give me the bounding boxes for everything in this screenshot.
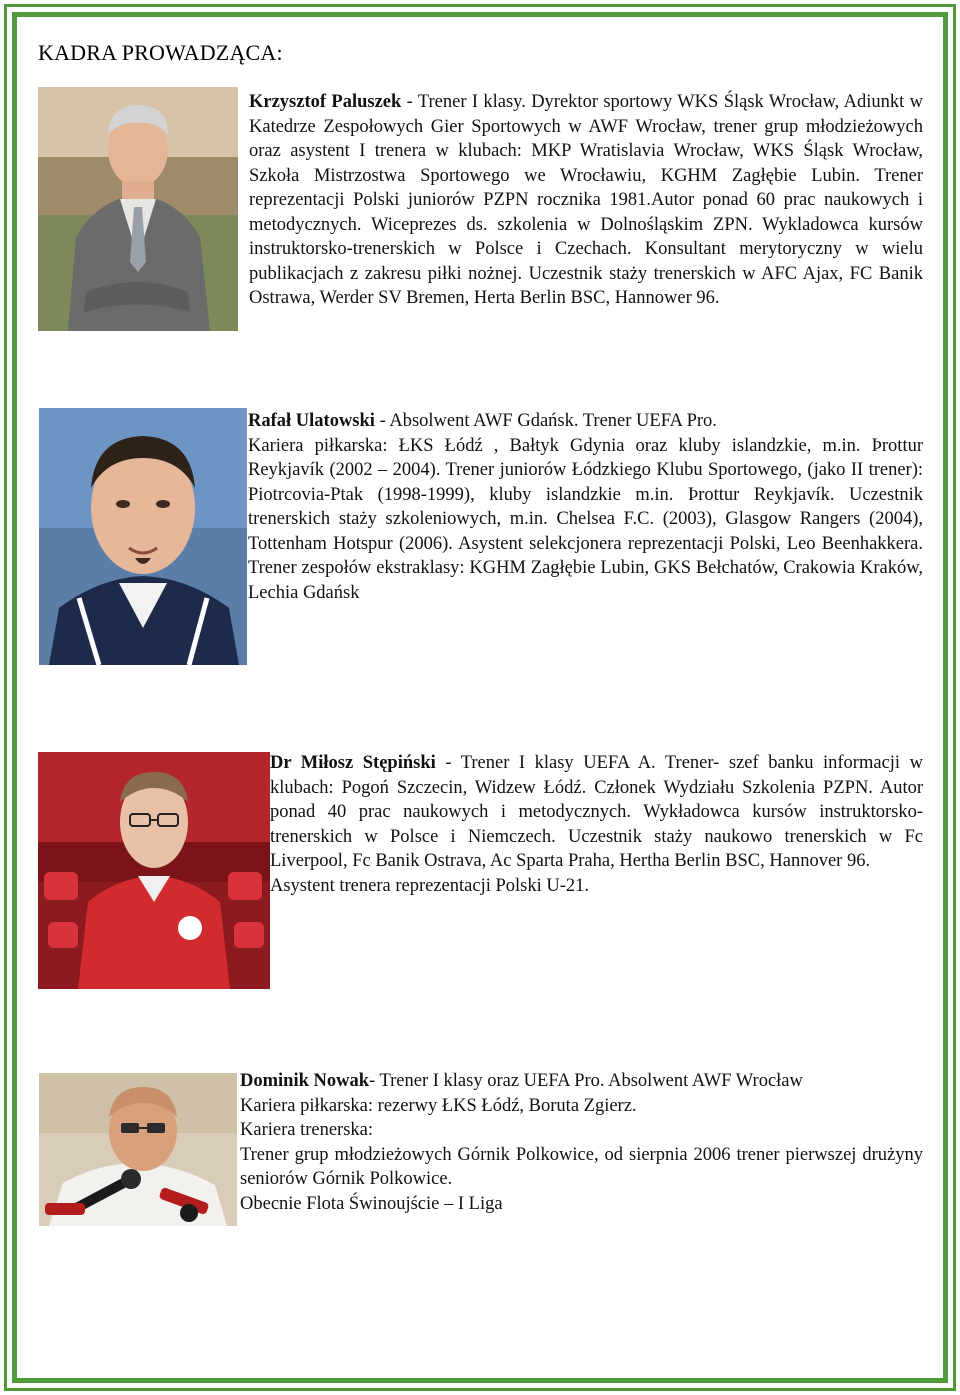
coach-description: - Absolwent AWF Gdańsk. Trener UEFA Pro. [374, 411, 717, 431]
coach-photo-paluszek [38, 87, 238, 331]
coach-description: Trener grup młodzieżowych Górnik Polkowice, od sierpnia 2006 trener pierwszej drużyny seniorów Górnik Polkowice. [240, 1144, 923, 1189]
coach-bio-paluszek [38, 90, 923, 331]
page-title: KADRA PROWADZĄCA: [38, 40, 283, 65]
coach-description: Asystent trenera reprezentacji Polski U-21. [270, 875, 590, 896]
coach-photo-nowak [39, 1073, 237, 1226]
coach-description: Kariera piłkarska: rezerwy ŁKS Łódź, Boruta Zgierz. [240, 1095, 637, 1116]
coach-bio-ulatowski [248, 409, 923, 605]
coach-name: Dominik Nowak [240, 1071, 370, 1091]
coach-name: Krzysztof Paluszek [249, 92, 402, 112]
coach-name: Rafał Ulatowski [248, 411, 375, 431]
coach-description: - Trener I klasy oraz UEFA Pro. Absolwent AWF Wrocław [369, 1071, 803, 1091]
coach-description: Kariera piłkarska: ŁKS Łódź , Bałtyk Gdynia oraz kluby islandzkie, m.in. Þrottur Reykjavík (2002 – 2004). Trener juniorów Łódzkiego Klubu Sportowego, (jako II trener): Piotrcovia-Ptak (1998-1999), kluby islandzkie m.in. Þrottur Reykjavík. Uczestnik trenerskich staży szkoleniowych, m.in. Chelsea F.C. (2003), Glasgow Rangers (2004), Tottenham Hotspur (2006). Asystent selekcjonera reprezentacji Polski, Leo Beenhakkera. Trener zespołów ekstraklasy: KGHM Zagłębie Lubin, GKS Bełchatów, Crakowia Kraków, Lechia Gdańsk [248, 435, 923, 603]
coach-bio-stepinski [270, 751, 923, 898]
coach-description: - Trener I klasy UEFA A. Trener- szef banku informacji w klubach: Pogoń Szczecin, Widzew Łódź. Członek Wydziału Szkolenia PZPN. Autor ponad 40 prac naukowych i metodycznych. Wykładowca kursów instruktorsko-trenerskich w Polsce i Niemczech. Uczestnik staży naukowo trenerskich w Fc Liverpool, Fc Banik Ostrava, Ac Sparta Praha, Hertha Berlin BSC, Hannover 96. [270, 753, 923, 871]
coach-description: - Trener I klasy. Dyrektor sportowy WKS Śląsk Wrocław, Adiunkt w Katedrze Zespołowych Gier Sportowych w AWF Wrocław, trener grup młodzieżowych oraz asystent I trenera w klubach: MKP Wratislavia Wrocław, WKS Śląsk Wrocław, Szkoła Mistrzostwa Sportowego we Wrocławiu, KGHM Zagłębie Lubin. Trener reprezentacji Polski juniorów PZPN rocznika 1981.Autor ponad 60 prac naukowych i metodycznych. Wiceprezes ds. szkolenia w Dolnośląskim ZPN. Wykladowca kursów instruktorsko-trenerskich w Polsce i Czechach. Konsultant merytoryczny w wielu publikacjach z zakresu piłki nożnej. Uczestnik staży trenerskich w AFC Ajax, FC Banik Ostrawa, Werder SV Bremen, Herta Berlin BSC, Hannower 96. [249, 92, 923, 308]
coach-description: Kariera trenerska: [240, 1120, 374, 1140]
coach-photo-stepinski [38, 752, 270, 989]
coach-photo-ulatowski [39, 408, 247, 665]
coach-name: Dr Miłosz Stępiński [270, 753, 436, 773]
coach-description: Obecnie Flota Świnoujście – I Liga [240, 1193, 503, 1214]
coach-bio-nowak [240, 1069, 923, 1216]
